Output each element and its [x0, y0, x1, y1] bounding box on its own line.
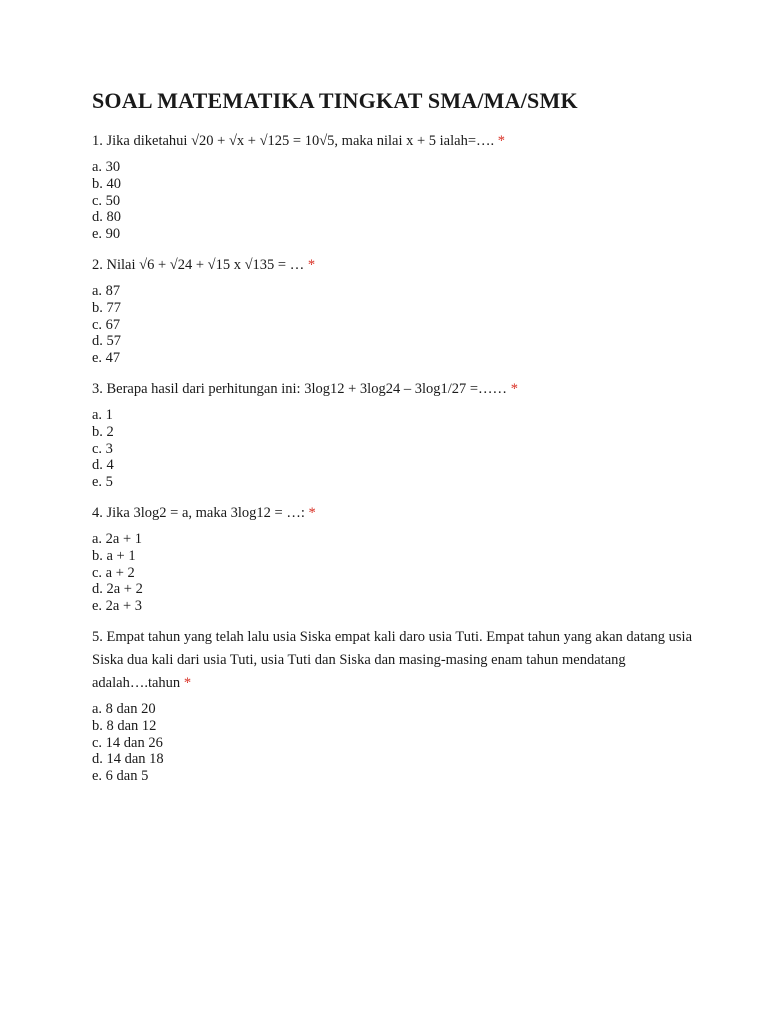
option-item: b. a + 1 — [92, 547, 136, 564]
required-mark: * — [183, 674, 192, 691]
question-2 — [92, 254, 692, 367]
required-mark: * — [308, 504, 316, 521]
question-text — [92, 254, 692, 277]
option-item: a. 30 — [92, 159, 121, 175]
option-item: e. 5 — [92, 474, 113, 491]
option-item: c. 67 — [92, 316, 121, 333]
required-mark: * — [497, 133, 506, 149]
question-3-text: 3. Berapa hasil dari perhitungan ini: 3log12 + 3log24 – 3log1/27 =…… — [92, 380, 508, 397]
question-text — [92, 130, 692, 153]
question-text — [92, 502, 692, 525]
option-item: d. 80 — [92, 209, 121, 226]
option-item: e. 47 — [92, 350, 121, 367]
option-item: d. 2a + 2 — [92, 581, 143, 598]
required-mark: * — [307, 256, 316, 273]
option-list — [92, 159, 692, 243]
option-item: d. 4 — [92, 457, 114, 474]
option-item: a. 87 — [92, 282, 121, 299]
option-item: a. 1 — [92, 406, 113, 423]
option-item: b. 2 — [92, 423, 114, 440]
option-item: a. 2a + 1 — [92, 530, 143, 547]
document-title: SOAL MATEMATIKA TINGKAT SMA/MA/SMK — [92, 88, 578, 113]
question-1 — [92, 130, 692, 243]
question-4 — [92, 502, 692, 615]
required-mark: * — [510, 380, 518, 397]
option-item: c. a + 2 — [92, 564, 135, 581]
option-item: b. 77 — [92, 299, 121, 316]
option-item: d. 57 — [92, 333, 121, 350]
option-item: a. 8 dan 20 — [92, 700, 156, 717]
option-item: b. 40 — [92, 175, 121, 192]
option-item: c. 14 dan 26 — [92, 734, 163, 751]
option-list — [92, 531, 692, 615]
option-item: c. 3 — [92, 440, 113, 457]
option-item: c. 50 — [92, 192, 121, 209]
question-5-text: 5. Empat tahun yang telah lalu usia Siska empat kali daro usia Tuti. Empat tahun yang akan datang usia Siska dua kali dari usia Tuti, usia Tuti dan Siska dan masing-masing enam tahun mendatang adalah….tahun — [92, 628, 693, 691]
option-item: e. 2a + 3 — [92, 598, 143, 615]
option-item: b. 8 dan 12 — [92, 717, 157, 734]
question-3 — [92, 378, 692, 491]
question-5 — [92, 626, 692, 785]
option-list — [92, 701, 692, 785]
option-item: e. 90 — [92, 226, 121, 243]
option-item: e. 6 dan 5 — [92, 768, 149, 785]
option-list — [92, 407, 692, 491]
question-1-text: 1. Jika diketahui √20 + √x + √125 = 10√5, maka nilai x + 5 ialah=…. — [92, 133, 495, 149]
question-text — [92, 378, 692, 401]
document-page — [92, 86, 692, 796]
question-text — [92, 626, 692, 695]
question-4-text: 4. Jika 3log2 = a, maka 3log12 = …: — [92, 504, 305, 521]
option-list — [92, 283, 692, 367]
option-item: d. 14 dan 18 — [92, 751, 164, 768]
question-2-text: 2. Nilai √6 + √24 + √15 x √135 = … — [92, 256, 305, 273]
